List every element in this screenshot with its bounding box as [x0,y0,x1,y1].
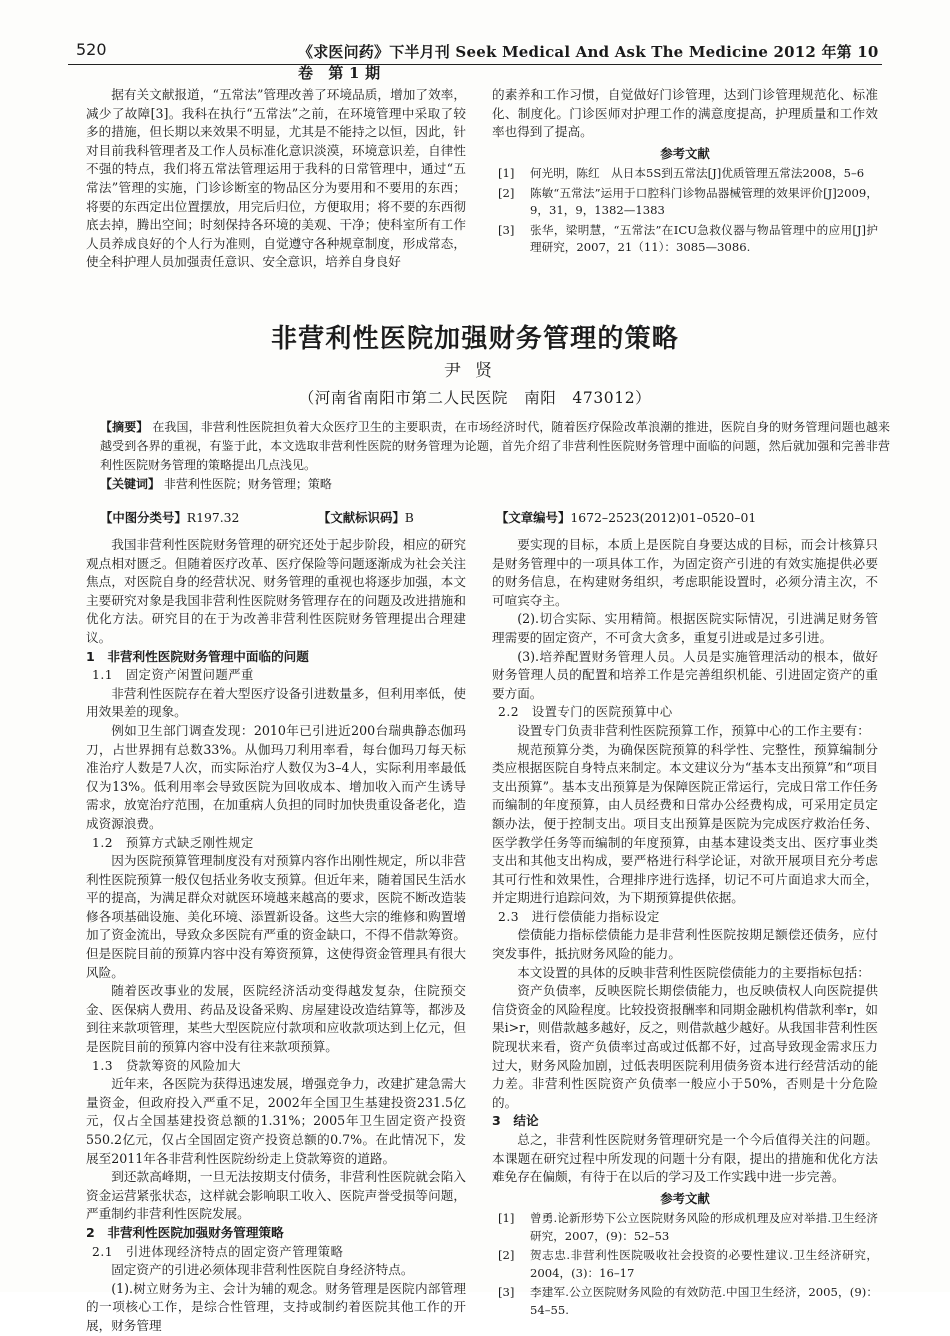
article-title: 非营利性医院加强财务管理的策略 [270,324,679,354]
prev-article-right [492,86,878,259]
prev-references [492,165,878,257]
section-heading: 1 非营利性医院财务管理中面临的问题 [86,648,309,664]
abstract [100,418,890,475]
body-left-column [86,536,466,1336]
reference-item [492,185,878,220]
page-number: 520 [76,40,107,59]
keywords [100,475,890,494]
paragraph: (3).培养配置财务管理人员。人员是实施管理活动的根本，做好财务管理人员的配置和培养工作是完善组织机能、引进固定资产的重要方面。 [492,648,878,701]
paragraph: 因为医院预算管理制度没有对预算内容作出刚性规定，所以非营利性医院预算一般仅包括业务收支预算。但近年来，随着国民生活水平的提高，为满足群众对就医环境越来越高的要求，医院不断改造装修各项基础设施、美化环境、添置新设备。这些大宗的维修和购置增加了资金流出，导致众多医院有严重的资金缺口，不得不借款筹资。但是医院目前的预算内容中没有筹资预算，这使得资金管理具有很大风险。 [86,853,466,980]
doc-code-label: 【文献标识码】 [318,510,405,525]
body-right-column [492,536,878,1321]
body-right-content [492,536,878,1187]
keywords-label: 【关键词】 [100,477,161,491]
paragraph: 随着医改事业的发展，医院经济活动变得越发复杂，住院预交金、医保病人费用、药品及设备采购、房屋建设改造结算等，都涉及到往来款项管理，某些大型医院应付款项和应收款项达到上亿元，但是医院目前的预算内容中没有往来款项预算。 [86,983,466,1055]
abstract-label: 【摘要】 [100,420,149,434]
running-header [68,40,882,82]
paragraph: 近年来，各医院为获得迅速发展，增强竞争力，改建扩建急需大量资金，但政府投入严重不足，2002年全国卫生基建投资231.5亿元，仅占全国基建投资总额的1.31%；2005年卫生固定资产投资550.2亿元，仅占全国固定资产投资总额的0.7%。在此情况下，发展至2011年各非营利性医院纷纷走上贷款筹资的道路。 [86,1076,466,1166]
subsection-heading: 1.3 贷款筹资的风险加大 [92,1058,242,1073]
subsection-heading: 2.3 进行偿债能力指标设定 [498,909,660,924]
references [492,1210,878,1319]
paragraph: (2).切合实际、实用精简。根据医院实际情况，引进满足财务管理需要的固定资产，不可贪大贪多，重复引进或是过多引进。 [492,611,878,645]
reference-text: 贺志忠.非营利性医院吸收社会投资的必要性建议.卫生经济研究，2004，(3)：16–17 [530,1248,878,1280]
reference-number: [3] [498,222,515,237]
class-number [100,508,239,526]
article-number-label: 【文章编号】 [496,510,571,525]
reference-text: 何光明，陈红 从日本5S到五常法[J]优质管理五常法2008，5–6 [530,166,865,181]
abstract-text: 在我国，非营利性医院担负着大众医疗卫生的主要职责，在市场经济时代，随着医疗保险改革浪潮的推进，医院自身的财务管理问题也越来越受到各界的重视，有鉴于此，本文选取非营利性医院的财务管理为论题，首先介绍了非营利性医院财务管理中面临的问题，然后就加强和完善非营利性医院财务管理的策略提出几点浅见。 [100,420,890,472]
reference-item [492,165,878,183]
paragraph: 非营利性医院存在着大型医疗设备引进数量多，但利用率低，使用效果差的现象。 [86,685,466,720]
doc-code [318,508,414,526]
subsection-heading: 2.1 引进体现经济特点的固定资产管理策略 [92,1244,344,1259]
reference-text: 张华，梁明慧，“五常法”在ICU急救仪器与物品管理中的应用[J]护理研究，2007，21（11）：3085—3086. [530,222,878,255]
reference-text: 李建军.公立医院财务风险的有效防范.中国卫生经济，2005，(9)：54–55. [530,1285,878,1317]
doc-code-value: B [404,510,414,525]
reference-number: [2] [498,1248,515,1263]
reference-number: [3] [498,1285,515,1300]
abstract-block [100,418,890,494]
reference-item [492,1284,878,1319]
paragraph: 设置专门负责非营利性医院预算工作，预算中心的工作主要有： [517,722,870,738]
reference-number: [1] [498,166,515,181]
class-number-value: R197.32 [186,510,240,525]
subsection-heading: 1.2 预算方式缺乏刚性规定 [92,835,254,850]
paragraph: (1).树立财务为主、会计为辅的观念。财务管理是医院内部管理的一项核心工作，是综合性管理，支持或制约着医院其他工作的开展，财务管理 [86,1280,466,1333]
class-number-label: 【中图分类号】 [100,510,187,525]
reference-item [492,1247,878,1282]
article-affiliation: （河南省南阳市第二人民医院 南阳 473012） [298,389,652,407]
reference-item [492,222,878,257]
keywords-text: 非营利性医院；财务管理；策略 [163,477,332,491]
prev-article-left [86,86,466,272]
reference-text: 曾勇.论新形势下公立医院财务风险的形成机理及应对举措.卫生经济研究，2007，(9)：52–53 [530,1211,878,1243]
article-number [496,508,756,526]
paragraph: 资产负债率，反映医院长期偿债能力，也反映债权人向医院提供信贷资金的风险程度。比较投资报酬率和同期金融机构借款利率r，如果i>r，则借款越多越好，反之，则借款越少越好。从我国非营利性医院现状来看，资产负债率过高或过低都不好，过高导致现金需求压力过大，财务风险加剧，过低表明医院利用债务资本进行经营活动的能力差。非营利性医院资产负债率一般应小于50%，否则是十分危险的。 [492,983,878,1110]
subsection-heading: 2.2 设置专门的医院预算中心 [498,705,673,720]
reference-number: [2] [498,185,515,200]
reference-number: [1] [498,1211,515,1226]
journal-title: 《求医问药》下半月刊 Seek Medical And Ask The Medicine 2012 年第 10 卷 第 1 期 [298,43,879,82]
paragraph: 偿债能力指标偿债能力是非营利性医院按期足额偿还债务，应付突发事件，抵抗财务风险的能力。 [492,927,878,962]
paragraph: 例如卫生部门调查发现：2010年已引进近200台瑞典静态伽玛刀，占世界拥有总数33%。从伽玛刀利用率看，每台伽玛刀每天标准治疗人数是7人次，而实际治疗人数仅为3–4人，实际利用率最低仅为13%。低利用率会导致医院为回收成本、增加收入而产生诱导需求，放宽治疗范围，在加重病人负担的同时加快贵重设备老化，造成资源浪费。 [86,722,466,831]
paragraph: 固定资产的引进必须体现非营利性医院自身经济特点。 [111,1262,414,1278]
paragraph: 总之，非营利性医院财务管理研究是一个今后值得关注的问题。本课题在研究过程中所发现的问题十分有限，提出的措施和优化方法难免存在偏颇，有待于在以后的学习及工作实践中进一步完善。 [492,1132,878,1185]
section-heading: 2 非营利性医院加强财务管理策略 [86,1224,284,1240]
prev-article-paragraph-end: 的素养和工作习惯，自觉做好门诊管理，达到门诊管理规范化、标准化、制度化。门诊医师对护理工作的满意度提高，护理质量和工作效率也得到了提高。 [492,87,878,140]
paragraph: 本文设置的具体的反映非营利性医院偿债能力的主要指标包括： [517,964,870,980]
reference-text: 陈敏“五常法”运用于口腔科门诊物品器械管理的效果评价[J]2009，9，31，9，1382—1383 [530,185,878,218]
prev-article-paragraph: 据有关文献报道，“五常法”管理改善了环境品质，增加了效率，减少了故障[3]。我科在执行“五常法”之前，在环境管理中采取了较多的措施，但长期以来效果不明显，尤其是不能持之以恒，因此，针对目前我科管理者及工作人员标准化意识淡漠，环境意识差，自律性不强的特点，我们将五常法管理运用于我科的日常管理中，通过“五常法”管理的实施，门诊诊断室的物品区分为要用和不要用的东西；将要的东西定出位置摆放，用完后归位，方便取用；将不要的东西彻底去掉，腾出空间；时刻保持各环境的美观、干净；使科室所有工作人员养成良好的个人行为准则，自觉遵守各种规章制度，形成常态，使全科护理人员加强责任意识、安全意识，培养自身良好 [86,87,466,270]
article-number-value: 1672–2523(2012)01–0520–01 [570,510,757,525]
refs-title: 参考文献 [660,1190,710,1206]
subsection-heading: 1.1 固定资产闲置问题严重 [92,668,254,683]
paragraph: 要实现的目标，本质上是医院自身要达成的目标，而会计核算只是财务管理中的一项具体工作，为固定资产引进的有效实施提供必要的财务信息，在构建财务组织，考虑职能设置时，必须分清主次，不可喧宾夺主。 [492,537,878,608]
section-heading: 3 结论 [492,1113,539,1129]
reference-item [492,1210,878,1245]
paragraph: 规范预算分类，为确保医院预算的科学性、完整性，预算编制分类应根据医院自身特点来制定。本文建议分为“基本支出预算”和“项目支出预算”。基本支出预算是为保障医院正常运行，完成日常工作任务而编制的年度预算，由人员经费和日常办公经费构成，可采用定员定额办法，便于控制支出。项目支出预算是医院为完成医疗救治任务、医学教学任务等而编制的年度预算，由基本建设类支出、医疗事业类支出和其他支出构成，要严格进行科学论证，对欲开展项目充分考虑其可行性和效果性，合理排序进行选择，切记不可片面追求大而全，并定期进行追踪问效，为下期预算提供依据。 [492,741,878,906]
article-author: 尹贤 [444,361,506,381]
paragraph: 到还款高峰期，一旦无法按期支付债务，非营利性医院就会陷入资金运营紧张状态，这样就会影响职工收入、医院声誉受损等问题，严重制约非营利性医院发展。 [86,1169,466,1222]
prev-refs-title: 参考文献 [660,145,710,161]
paragraph: 我国非营利性医院财务管理的研究还处于起步阶段，相应的研究观点相对匮乏。但随着医疗改革、医疗保险等问题逐渐成为社会关注焦点，对医院自身的经营状况、财务管理的重视也将逐步加强，本文主要研究对象是我国非营利性医院财务管理存在的问题及改进措施和优化方法。研究目的在于为改善非营利性医院财务管理提出合理建议。 [86,537,466,645]
